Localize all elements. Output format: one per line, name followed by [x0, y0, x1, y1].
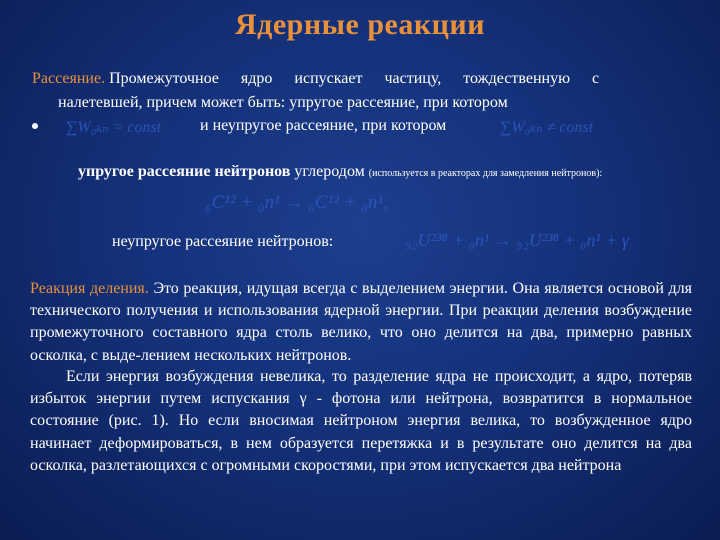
elastic-by: углеродом — [294, 163, 365, 180]
fission-paragraph-1 — [30, 278, 692, 367]
fission-p2-text: Если энергия возбуждения невелика, то разделение ядра не происходит, а ядро, потеряв избыток энергии путем испускания γ - фотона или нейтрона, возвратится в нормальное состояние (рис. 1). Но если вносимая нейтроном энергия велика, то возбужденное ядро начинает деформироваться, в нем образуется перетяжка и в результате оно делится на два осколка, разлетающихся с огромными скоростями, при этом испускается два нейтрона — [30, 368, 692, 474]
elastic-note: (используется в реакторах для замедления нейтронов): — [368, 168, 603, 179]
elastic-scattering-line — [78, 163, 602, 181]
inelastic-reaction-formula: ₉₂U²³⁸ + ₀n¹ → ₉₂U²³⁸ + ₀n¹ + γ — [405, 230, 629, 250]
fission-p1-text: Это реакция, идущая всегда с выделением энергии. Она является основой для технического получения и использования ядерной энергии. При реакции деления возбуждение промежуточного составного ядра столь велико, что оно делится на два, примерно равных осколка, с выде-лением нескольких нейтронов. — [30, 280, 693, 364]
fission-paragraph-2 — [30, 366, 692, 477]
scattering-line-1 — [32, 70, 692, 88]
slide-title: Ядерные реакции — [234, 8, 485, 41]
formula-inelastic-condition: ∑W₀ₖₙ ≠ const — [500, 119, 594, 136]
scattering-term: Рассеяние. — [32, 70, 106, 87]
fission-term: Реакция деления. — [30, 280, 149, 297]
scattering-line3-text: и неупругое рассеяние, при котором — [200, 117, 447, 134]
inelastic-label: неупругое рассеяние нейтронов: — [112, 233, 334, 250]
scattering-line-2: налетевшей, причем может быть: упругое рассеяние, при котором — [58, 94, 508, 111]
bullet-icon — [32, 123, 38, 129]
scattering-line1-text: Промежуточное ядро испускает частицу, тождественную с — [109, 70, 600, 87]
elastic-reaction-formula: ₆C¹² + ₀n¹ → ₆C¹² + ₀n¹, — [205, 192, 388, 213]
elastic-label: упругое рассеяние нейтронов — [78, 163, 291, 180]
formula-elastic-condition: ∑W₀ₖₙ = const — [66, 119, 162, 136]
